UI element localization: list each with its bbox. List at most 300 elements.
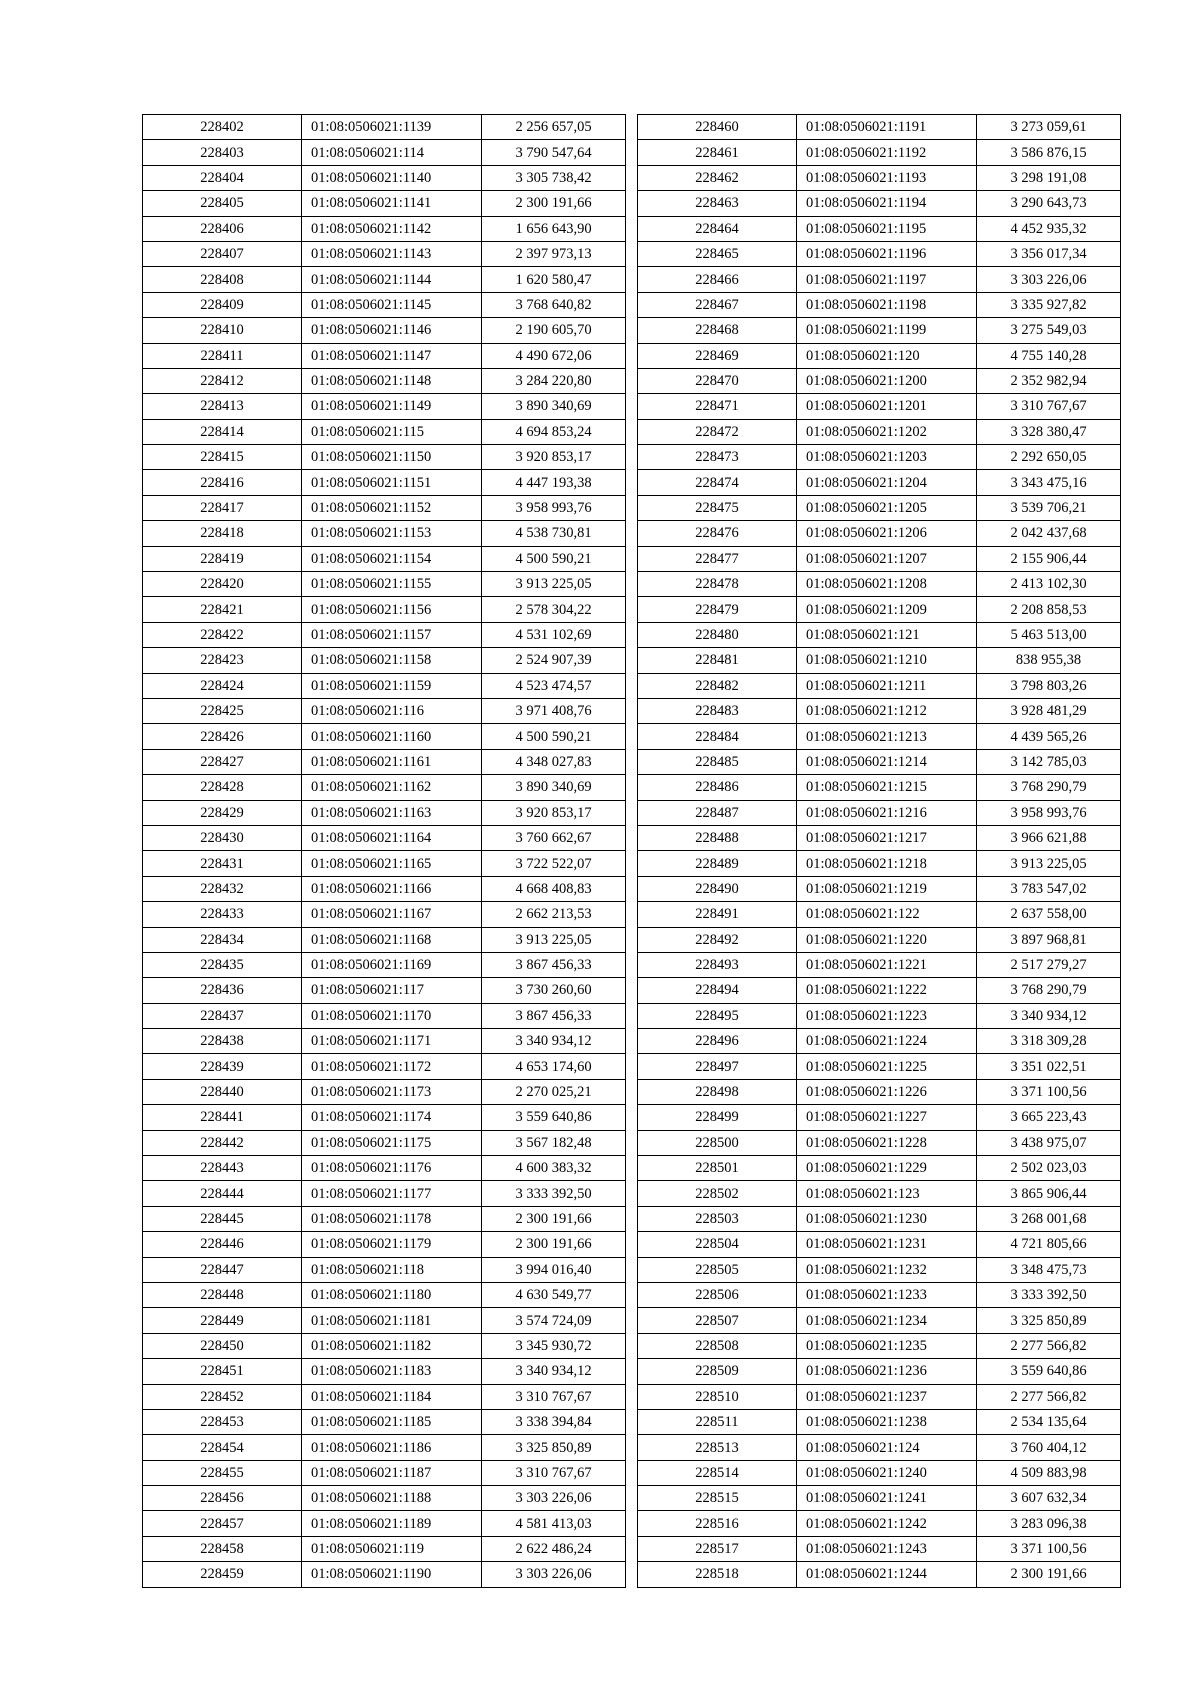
cadastral-value-cell: 3 890 340,69: [482, 775, 626, 800]
row-number-cell: 228420: [143, 572, 302, 597]
cadastral-number-cell: 01:08:0506021:1236: [797, 1359, 977, 1384]
table-row: [143, 318, 626, 343]
cadastral-value-cell: 3 298 191,08: [977, 165, 1121, 190]
table-row: [638, 470, 1121, 495]
cadastral-value-cell: 3 340 934,12: [482, 1029, 626, 1054]
row-number-cell: 228447: [143, 1257, 302, 1282]
row-number-cell: 228438: [143, 1029, 302, 1054]
row-number-cell: 228445: [143, 1206, 302, 1231]
table-row: [143, 267, 626, 292]
cadastral-value-cell: 3 768 290,79: [977, 775, 1121, 800]
table-row: [143, 825, 626, 850]
table-row: [143, 927, 626, 952]
table-row: [638, 673, 1121, 698]
cadastral-value-cell: 3 994 016,40: [482, 1257, 626, 1282]
cadastral-value-cell: 2 155 906,44: [977, 546, 1121, 571]
cadastral-number-cell: 01:08:0506021:1183: [302, 1359, 482, 1384]
row-number-cell: 228404: [143, 165, 302, 190]
cadastral-value-cell: 3 310 767,67: [482, 1384, 626, 1409]
table-row: [638, 165, 1121, 190]
cadastral-number-cell: 01:08:0506021:1198: [797, 292, 977, 317]
right-registry-table: [637, 114, 1121, 1588]
row-number-cell: 228451: [143, 1359, 302, 1384]
row-number-cell: 228432: [143, 876, 302, 901]
cadastral-number-cell: 01:08:0506021:1216: [797, 800, 977, 825]
row-number-cell: 228510: [638, 1384, 797, 1409]
cadastral-value-cell: 3 325 850,89: [977, 1308, 1121, 1333]
row-number-cell: 228483: [638, 698, 797, 723]
table-row: [143, 572, 626, 597]
cadastral-value-cell: 1 656 643,90: [482, 216, 626, 241]
cadastral-number-cell: 01:08:0506021:1243: [797, 1536, 977, 1561]
cadastral-value-cell: 3 340 934,12: [977, 1003, 1121, 1028]
table-row: [143, 1079, 626, 1104]
row-number-cell: 228488: [638, 825, 797, 850]
cadastral-value-cell: 3 333 392,50: [482, 1181, 626, 1206]
table-row: [638, 1333, 1121, 1358]
row-number-cell: 228405: [143, 191, 302, 216]
cadastral-number-cell: 01:08:0506021:1169: [302, 952, 482, 977]
table-row: [143, 724, 626, 749]
row-number-cell: 228421: [143, 597, 302, 622]
table-row: [638, 318, 1121, 343]
row-number-cell: 228489: [638, 851, 797, 876]
cadastral-number-cell: 01:08:0506021:1167: [302, 902, 482, 927]
cadastral-value-cell: 3 966 621,88: [977, 825, 1121, 850]
table-row: [143, 216, 626, 241]
cadastral-number-cell: 01:08:0506021:1181: [302, 1308, 482, 1333]
cadastral-number-cell: 01:08:0506021:1217: [797, 825, 977, 850]
table-row: [143, 1511, 626, 1536]
row-number-cell: 228453: [143, 1409, 302, 1434]
row-number-cell: 228403: [143, 140, 302, 165]
cadastral-value-cell: 2 397 973,13: [482, 241, 626, 266]
cadastral-number-cell: 01:08:0506021:1149: [302, 394, 482, 419]
cadastral-value-cell: 2 256 657,05: [482, 115, 626, 140]
table-row: [638, 927, 1121, 952]
cadastral-value-cell: 3 539 706,21: [977, 495, 1121, 520]
cadastral-value-cell: 3 865 906,44: [977, 1181, 1121, 1206]
row-number-cell: 228475: [638, 495, 797, 520]
row-number-cell: 228416: [143, 470, 302, 495]
row-number-cell: 228441: [143, 1105, 302, 1130]
cadastral-value-cell: 4 653 174,60: [482, 1054, 626, 1079]
table-row: [638, 775, 1121, 800]
cadastral-value-cell: 3 760 662,67: [482, 825, 626, 850]
cadastral-value-cell: 2 524 907,39: [482, 648, 626, 673]
table-row: [143, 1282, 626, 1307]
cadastral-value-cell: 2 622 486,24: [482, 1536, 626, 1561]
table-row: [143, 1105, 626, 1130]
cadastral-value-cell: 2 300 191,66: [977, 1562, 1121, 1587]
cadastral-value-cell: 3 335 927,82: [977, 292, 1121, 317]
row-number-cell: 228406: [143, 216, 302, 241]
row-number-cell: 228507: [638, 1308, 797, 1333]
cadastral-number-cell: 01:08:0506021:1206: [797, 521, 977, 546]
row-number-cell: 228504: [638, 1232, 797, 1257]
cadastral-value-cell: 3 371 100,56: [977, 1536, 1121, 1561]
cadastral-value-cell: 2 190 605,70: [482, 318, 626, 343]
row-number-cell: 228505: [638, 1257, 797, 1282]
row-number-cell: 228429: [143, 800, 302, 825]
cadastral-value-cell: 3 913 225,05: [977, 851, 1121, 876]
row-number-cell: 228454: [143, 1435, 302, 1460]
cadastral-number-cell: 01:08:0506021:1164: [302, 825, 482, 850]
row-number-cell: 228479: [638, 597, 797, 622]
cadastral-number-cell: 01:08:0506021:1142: [302, 216, 482, 241]
row-number-cell: 228481: [638, 648, 797, 673]
cadastral-value-cell: 3 310 767,67: [977, 394, 1121, 419]
cadastral-number-cell: 01:08:0506021:1208: [797, 572, 977, 597]
cadastral-number-cell: 01:08:0506021:1202: [797, 419, 977, 444]
row-number-cell: 228516: [638, 1511, 797, 1536]
table-row: [143, 140, 626, 165]
cadastral-number-cell: 01:08:0506021:1213: [797, 724, 977, 749]
cadastral-number-cell: 01:08:0506021:1161: [302, 749, 482, 774]
cadastral-number-cell: 01:08:0506021:1229: [797, 1156, 977, 1181]
row-number-cell: 228482: [638, 673, 797, 698]
table-row: [638, 1359, 1121, 1384]
row-number-cell: 228473: [638, 445, 797, 470]
cadastral-number-cell: 01:08:0506021:114: [302, 140, 482, 165]
cadastral-value-cell: 3 928 481,29: [977, 698, 1121, 723]
cadastral-value-cell: 2 662 213,53: [482, 902, 626, 927]
table-row: [143, 1460, 626, 1485]
row-number-cell: 228477: [638, 546, 797, 571]
row-number-cell: 228417: [143, 495, 302, 520]
table-row: [143, 1486, 626, 1511]
cadastral-value-cell: 3 768 640,82: [482, 292, 626, 317]
row-number-cell: 228503: [638, 1206, 797, 1231]
cadastral-value-cell: 4 600 383,32: [482, 1156, 626, 1181]
left-table-body: [143, 115, 626, 1588]
table-row: [143, 648, 626, 673]
cadastral-value-cell: 2 300 191,66: [482, 1232, 626, 1257]
cadastral-number-cell: 01:08:0506021:1232: [797, 1257, 977, 1282]
cadastral-value-cell: 3 268 001,68: [977, 1206, 1121, 1231]
table-row: [143, 876, 626, 901]
row-number-cell: 228499: [638, 1105, 797, 1130]
cadastral-value-cell: 3 284 220,80: [482, 368, 626, 393]
row-number-cell: 228436: [143, 978, 302, 1003]
table-row: [638, 902, 1121, 927]
row-number-cell: 228491: [638, 902, 797, 927]
cadastral-number-cell: 01:08:0506021:1224: [797, 1029, 977, 1054]
cadastral-value-cell: 3 343 475,16: [977, 470, 1121, 495]
cadastral-value-cell: 2 277 566,82: [977, 1333, 1121, 1358]
table-row: [638, 1460, 1121, 1485]
row-number-cell: 228457: [143, 1511, 302, 1536]
row-number-cell: 228424: [143, 673, 302, 698]
cadastral-number-cell: 01:08:0506021:1178: [302, 1206, 482, 1231]
table-row: [638, 140, 1121, 165]
row-number-cell: 228470: [638, 368, 797, 393]
cadastral-value-cell: 3 305 738,42: [482, 165, 626, 190]
table-row: [143, 851, 626, 876]
cadastral-number-cell: 01:08:0506021:1155: [302, 572, 482, 597]
cadastral-value-cell: 4 538 730,81: [482, 521, 626, 546]
cadastral-number-cell: 01:08:0506021:1207: [797, 546, 977, 571]
table-row: [143, 673, 626, 698]
cadastral-value-cell: 3 897 968,81: [977, 927, 1121, 952]
cadastral-number-cell: 01:08:0506021:1225: [797, 1054, 977, 1079]
cadastral-value-cell: 3 328 380,47: [977, 419, 1121, 444]
left-registry-table: [142, 114, 626, 1588]
table-row: [638, 241, 1121, 266]
table-row: [143, 1003, 626, 1028]
cadastral-value-cell: 3 798 803,26: [977, 673, 1121, 698]
cadastral-value-cell: 3 971 408,76: [482, 698, 626, 723]
table-row: [143, 1181, 626, 1206]
row-number-cell: 228434: [143, 927, 302, 952]
cadastral-number-cell: 01:08:0506021:1157: [302, 622, 482, 647]
cadastral-number-cell: 01:08:0506021:1152: [302, 495, 482, 520]
cadastral-value-cell: 3 348 475,73: [977, 1257, 1121, 1282]
row-number-cell: 228425: [143, 698, 302, 723]
cadastral-number-cell: 01:08:0506021:1188: [302, 1486, 482, 1511]
row-number-cell: 228409: [143, 292, 302, 317]
cadastral-value-cell: 4 531 102,69: [482, 622, 626, 647]
table-row: [638, 622, 1121, 647]
cadastral-number-cell: 01:08:0506021:1174: [302, 1105, 482, 1130]
cadastral-value-cell: 3 345 930,72: [482, 1333, 626, 1358]
cadastral-number-cell: 01:08:0506021:1227: [797, 1105, 977, 1130]
cadastral-number-cell: 01:08:0506021:1141: [302, 191, 482, 216]
cadastral-value-cell: 3 607 632,34: [977, 1486, 1121, 1511]
cadastral-number-cell: 01:08:0506021:1195: [797, 216, 977, 241]
cadastral-number-cell: 01:08:0506021:123: [797, 1181, 977, 1206]
table-row: [143, 1130, 626, 1155]
cadastral-number-cell: 01:08:0506021:1139: [302, 115, 482, 140]
cadastral-value-cell: 1 620 580,47: [482, 267, 626, 292]
table-row: [143, 1054, 626, 1079]
cadastral-number-cell: 01:08:0506021:1184: [302, 1384, 482, 1409]
cadastral-number-cell: 01:08:0506021:1230: [797, 1206, 977, 1231]
table-row: [143, 445, 626, 470]
row-number-cell: 228443: [143, 1156, 302, 1181]
table-row: [638, 267, 1121, 292]
cadastral-number-cell: 01:08:0506021:1162: [302, 775, 482, 800]
table-row: [143, 191, 626, 216]
cadastral-number-cell: 01:08:0506021:1200: [797, 368, 977, 393]
table-row: [638, 343, 1121, 368]
table-row: [143, 1333, 626, 1358]
cadastral-value-cell: 3 920 853,17: [482, 800, 626, 825]
row-number-cell: 228459: [143, 1562, 302, 1587]
cadastral-number-cell: 01:08:0506021:1214: [797, 749, 977, 774]
table-row: [638, 1536, 1121, 1561]
table-row: [143, 1409, 626, 1434]
cadastral-number-cell: 01:08:0506021:1153: [302, 521, 482, 546]
row-number-cell: 228437: [143, 1003, 302, 1028]
cadastral-number-cell: 01:08:0506021:1201: [797, 394, 977, 419]
row-number-cell: 228456: [143, 1486, 302, 1511]
row-number-cell: 228472: [638, 419, 797, 444]
row-number-cell: 228450: [143, 1333, 302, 1358]
row-number-cell: 228435: [143, 952, 302, 977]
cadastral-number-cell: 01:08:0506021:117: [302, 978, 482, 1003]
cadastral-value-cell: 2 637 558,00: [977, 902, 1121, 927]
table-row: [143, 1359, 626, 1384]
row-number-cell: 228419: [143, 546, 302, 571]
cadastral-value-cell: 4 490 672,06: [482, 343, 626, 368]
row-number-cell: 228493: [638, 952, 797, 977]
cadastral-value-cell: 3 913 225,05: [482, 927, 626, 952]
cadastral-value-cell: 3 567 182,48: [482, 1130, 626, 1155]
row-number-cell: 228480: [638, 622, 797, 647]
cadastral-value-cell: 3 303 226,06: [482, 1486, 626, 1511]
row-number-cell: 228449: [143, 1308, 302, 1333]
table-row: [638, 851, 1121, 876]
row-number-cell: 228474: [638, 470, 797, 495]
table-row: [638, 1257, 1121, 1282]
cadastral-value-cell: 3 275 549,03: [977, 318, 1121, 343]
cadastral-number-cell: 01:08:0506021:1203: [797, 445, 977, 470]
cadastral-value-cell: 838 955,38: [977, 648, 1121, 673]
table-row: [638, 1054, 1121, 1079]
cadastral-number-cell: 01:08:0506021:1158: [302, 648, 482, 673]
row-number-cell: 228468: [638, 318, 797, 343]
cadastral-value-cell: 2 300 191,66: [482, 191, 626, 216]
cadastral-value-cell: 3 867 456,33: [482, 1003, 626, 1028]
cadastral-value-cell: 4 509 883,98: [977, 1460, 1121, 1485]
table-row: [638, 1562, 1121, 1587]
table-row: [638, 1384, 1121, 1409]
cadastral-number-cell: 01:08:0506021:1147: [302, 343, 482, 368]
table-row: [638, 724, 1121, 749]
row-number-cell: 228496: [638, 1029, 797, 1054]
table-row: [638, 1232, 1121, 1257]
row-number-cell: 228446: [143, 1232, 302, 1257]
row-number-cell: 228412: [143, 368, 302, 393]
row-number-cell: 228498: [638, 1079, 797, 1104]
table-row: [143, 1308, 626, 1333]
table-row: [143, 622, 626, 647]
cadastral-value-cell: 2 578 304,22: [482, 597, 626, 622]
row-number-cell: 228506: [638, 1282, 797, 1307]
table-row: [638, 1130, 1121, 1155]
cadastral-number-cell: 01:08:0506021:1175: [302, 1130, 482, 1155]
cadastral-value-cell: 3 559 640,86: [482, 1105, 626, 1130]
cadastral-number-cell: 01:08:0506021:1190: [302, 1562, 482, 1587]
cadastral-value-cell: 3 310 767,67: [482, 1460, 626, 1485]
row-number-cell: 228476: [638, 521, 797, 546]
table-row: [143, 470, 626, 495]
cadastral-value-cell: 3 760 404,12: [977, 1435, 1121, 1460]
table-row: [143, 292, 626, 317]
cadastral-value-cell: 4 500 590,21: [482, 724, 626, 749]
cadastral-value-cell: 3 867 456,33: [482, 952, 626, 977]
cadastral-value-cell: 5 463 513,00: [977, 622, 1121, 647]
row-number-cell: 228465: [638, 241, 797, 266]
cadastral-value-cell: 3 303 226,06: [977, 267, 1121, 292]
cadastral-value-cell: 3 290 643,73: [977, 191, 1121, 216]
cadastral-number-cell: 01:08:0506021:1182: [302, 1333, 482, 1358]
row-number-cell: 228440: [143, 1079, 302, 1104]
cadastral-value-cell: 3 338 394,84: [482, 1409, 626, 1434]
table-row: [638, 1409, 1121, 1434]
cadastral-number-cell: 01:08:0506021:1197: [797, 267, 977, 292]
cadastral-value-cell: 4 447 193,38: [482, 470, 626, 495]
cadastral-number-cell: 01:08:0506021:1226: [797, 1079, 977, 1104]
table-row: [638, 191, 1121, 216]
cadastral-number-cell: 01:08:0506021:1196: [797, 241, 977, 266]
cadastral-value-cell: 2 042 437,68: [977, 521, 1121, 546]
row-number-cell: 228515: [638, 1486, 797, 1511]
row-number-cell: 228414: [143, 419, 302, 444]
row-number-cell: 228511: [638, 1409, 797, 1434]
cadastral-value-cell: 3 333 392,50: [977, 1282, 1121, 1307]
table-row: [638, 216, 1121, 241]
cadastral-number-cell: 01:08:0506021:1241: [797, 1486, 977, 1511]
cadastral-number-cell: 01:08:0506021:1242: [797, 1511, 977, 1536]
row-number-cell: 228484: [638, 724, 797, 749]
cadastral-number-cell: 01:08:0506021:1221: [797, 952, 977, 977]
cadastral-number-cell: 01:08:0506021:118: [302, 1257, 482, 1282]
cadastral-number-cell: 01:08:0506021:1238: [797, 1409, 977, 1434]
cadastral-number-cell: 01:08:0506021:1231: [797, 1232, 977, 1257]
row-number-cell: 228478: [638, 572, 797, 597]
row-number-cell: 228463: [638, 191, 797, 216]
table-row: [638, 1206, 1121, 1231]
table-row: [143, 1257, 626, 1282]
cadastral-number-cell: 01:08:0506021:119: [302, 1536, 482, 1561]
cadastral-value-cell: 4 581 413,03: [482, 1511, 626, 1536]
table-row: [638, 445, 1121, 470]
cadastral-number-cell: 01:08:0506021:116: [302, 698, 482, 723]
row-number-cell: 228428: [143, 775, 302, 800]
cadastral-value-cell: 2 292 650,05: [977, 445, 1121, 470]
table-row: [638, 1029, 1121, 1054]
cadastral-value-cell: 2 300 191,66: [482, 1206, 626, 1231]
cadastral-number-cell: 01:08:0506021:1144: [302, 267, 482, 292]
cadastral-value-cell: 3 665 223,43: [977, 1105, 1121, 1130]
cadastral-value-cell: 3 920 853,17: [482, 445, 626, 470]
cadastral-number-cell: 01:08:0506021:1192: [797, 140, 977, 165]
cadastral-value-cell: 3 890 340,69: [482, 394, 626, 419]
cadastral-value-cell: 2 270 025,21: [482, 1079, 626, 1104]
table-row: [638, 394, 1121, 419]
cadastral-number-cell: 01:08:0506021:1165: [302, 851, 482, 876]
table-row: [638, 521, 1121, 546]
cadastral-value-cell: 3 559 640,86: [977, 1359, 1121, 1384]
row-number-cell: 228494: [638, 978, 797, 1003]
row-number-cell: 228495: [638, 1003, 797, 1028]
cadastral-value-cell: 4 721 805,66: [977, 1232, 1121, 1257]
table-row: [638, 952, 1121, 977]
cadastral-value-cell: 3 768 290,79: [977, 978, 1121, 1003]
table-row: [638, 749, 1121, 774]
cadastral-value-cell: 2 413 102,30: [977, 572, 1121, 597]
cadastral-value-cell: 2 502 023,03: [977, 1156, 1121, 1181]
cadastral-value-cell: 3 783 547,02: [977, 876, 1121, 901]
row-number-cell: 228411: [143, 343, 302, 368]
row-number-cell: 228444: [143, 1181, 302, 1206]
cadastral-number-cell: 01:08:0506021:1210: [797, 648, 977, 673]
table-row: [143, 775, 626, 800]
cadastral-number-cell: 01:08:0506021:1172: [302, 1054, 482, 1079]
cadastral-number-cell: 01:08:0506021:1177: [302, 1181, 482, 1206]
cadastral-value-cell: 4 452 935,32: [977, 216, 1121, 241]
table-row: [638, 876, 1121, 901]
row-number-cell: 228502: [638, 1181, 797, 1206]
cadastral-value-cell: 3 913 225,05: [482, 572, 626, 597]
table-row: [143, 1029, 626, 1054]
table-row: [638, 1308, 1121, 1333]
cadastral-number-cell: 01:08:0506021:1168: [302, 927, 482, 952]
table-row: [638, 825, 1121, 850]
table-row: [638, 1156, 1121, 1181]
